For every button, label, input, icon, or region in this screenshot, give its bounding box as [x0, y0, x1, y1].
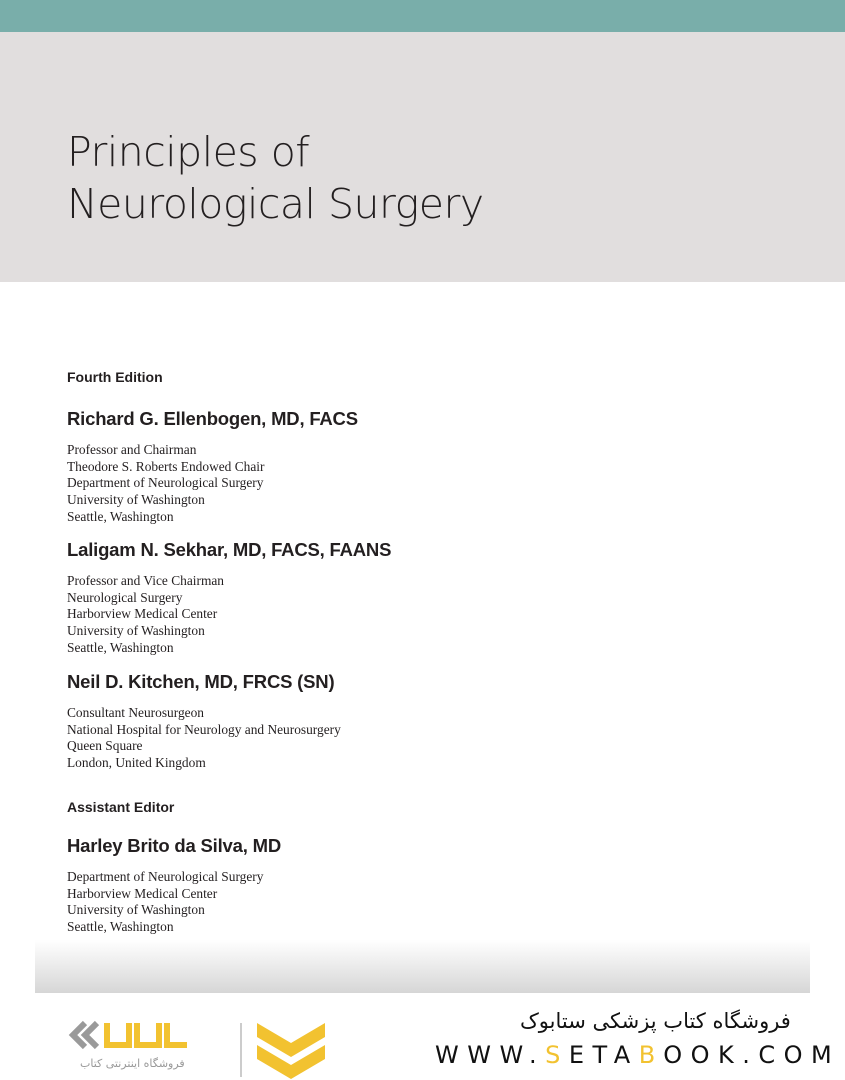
- book-title: [67, 126, 484, 230]
- store-name: فروشگاه کتاب پزشکی ستابوک: [520, 1009, 791, 1033]
- store-url[interactable]: [435, 1041, 840, 1069]
- url-part: B: [638, 1041, 664, 1069]
- editor-name: Richard G. Ellenbogen, MD, FACS: [67, 408, 358, 429]
- affiliation-line: National Hospital for Neurology and Neurosurgery: [67, 721, 341, 737]
- editor-name: Neil D. Kitchen, MD, FRCS (SN): [67, 671, 335, 692]
- affiliation-line: Harborview Medical Center: [67, 885, 218, 901]
- affiliation-line: Department of Neurological Surgery: [67, 869, 264, 884]
- top-color-bar: [0, 0, 845, 32]
- affiliation-line: Seattle, Washington: [67, 508, 174, 524]
- affiliation-line: Theodore S. Roberts Endowed Chair: [67, 458, 265, 474]
- editor-affiliation: [67, 442, 264, 526]
- url-part: ETA: [568, 1041, 639, 1069]
- affiliation-line: University of Washington: [67, 492, 205, 508]
- affiliation-line: Harborview Medical Center: [67, 606, 218, 622]
- editor-name: Laligam N. Sekhar, MD, FACS, FAANS: [67, 539, 392, 560]
- title-line-1: Principles of: [67, 128, 310, 176]
- affiliation-line: Neurological Surgery: [67, 589, 183, 605]
- affiliation-line: London, United Kingdom: [67, 755, 206, 771]
- url-part: OOK.COM: [663, 1041, 841, 1069]
- affiliation-line: University of Washington: [67, 902, 205, 918]
- assistant-affiliation: [67, 869, 263, 936]
- affiliation-line: University of Washington: [67, 623, 205, 639]
- page-bottom-shadow: [35, 940, 810, 993]
- affiliation-line: Department of Neurological Surgery: [67, 475, 264, 491]
- editor-affiliation: [67, 705, 341, 772]
- logo-tagline: فروشگاه اینترنتی کتاب: [80, 1057, 185, 1070]
- url-part: S: [545, 1041, 569, 1069]
- assistant-editor-name: Harley Brito da Silva, MD: [67, 835, 281, 856]
- affiliation-line: Seattle, Washington: [67, 919, 174, 935]
- assistant-editor-label: Assistant Editor: [67, 799, 175, 815]
- affiliation-line: Queen Square: [67, 738, 143, 754]
- title-line-2: Neurological Surgery: [67, 180, 484, 228]
- affiliation-line: Professor and Vice Chairman: [67, 573, 224, 588]
- editor-affiliation: [67, 573, 224, 657]
- url-part: WWW.: [435, 1041, 546, 1069]
- affiliation-line: Professor and Chairman: [67, 442, 197, 457]
- edition-label: Fourth Edition: [67, 369, 163, 385]
- setabook-logo-icon: [65, 1015, 335, 1080]
- affiliation-line: Consultant Neurosurgeon: [67, 705, 204, 720]
- affiliation-line: Seattle, Washington: [67, 639, 174, 655]
